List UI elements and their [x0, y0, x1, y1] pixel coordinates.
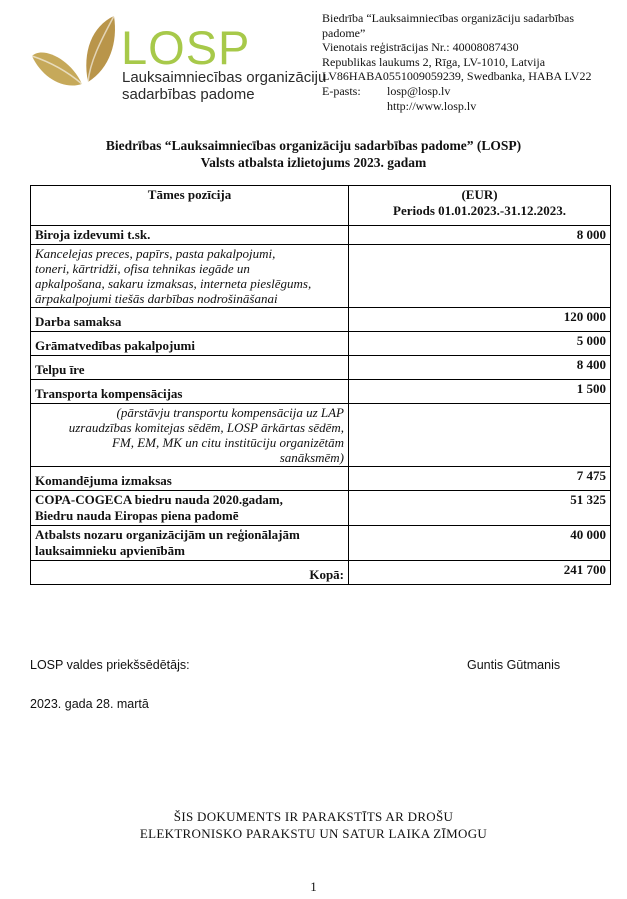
logo-subtitle-line2: sadarbības padome	[122, 86, 255, 103]
website-link[interactable]: http://www.losp.lv	[387, 98, 477, 113]
email-link[interactable]: losp@losp.lv	[387, 83, 451, 98]
logo-wordmark: LOSP	[121, 21, 251, 74]
header-currency: (EUR)	[461, 187, 498, 202]
e-signature-notice-line1: ŠIS DOKUMENTS IR PARAKSTĪTS AR DROŠU	[173, 809, 454, 824]
table-row	[31, 308, 611, 332]
row-amount: 8 000	[349, 226, 611, 245]
row-note: (pārstāvju transportu kompensācija uz LAP uzraudzības komitejas sēdēm, LOSP ārkārtas sēdēm, FM, EM, MK un citu institūciju organizētām sanāksmēm)	[31, 404, 349, 467]
row-amount: 5 000	[349, 332, 611, 356]
page-number: 1	[310, 879, 317, 894]
header-period	[349, 186, 611, 226]
org-name-line1: Biedrība “Lauksaimniecības organizāciju sadarbības	[322, 11, 575, 25]
row-label: Transporta kompensācijas	[31, 380, 349, 404]
e-signature-notice-line2: ELEKTRONISKO PARAKSTU UN SATUR LAIKA ZĪMOGU	[139, 826, 488, 841]
contact-block	[322, 11, 622, 113]
row-note: Kancelejas preces, papīrs, pasta pakalpojumi, toneri, kārtridži, ofisa tehnikas iegāde un apkalpošana, sakaru izmaksas, interneta pieslēgums, ārpakalpojumi tiešās darbības nodrošināšanai	[31, 245, 349, 308]
total-amount: 241 700	[349, 561, 611, 585]
table-row	[31, 226, 611, 245]
email-label: E-pasts:	[322, 83, 361, 98]
row-amount: 1 500	[349, 380, 611, 404]
table-row	[31, 467, 611, 491]
row-label: COPA-COGECA biedru nauda 2020.gadam, Biedru nauda Eiropas piena padomē	[31, 491, 349, 526]
total-row	[31, 561, 611, 585]
row-amount: 7 475	[349, 467, 611, 491]
table-row	[31, 491, 611, 526]
row-label: Grāmatvedības pakalpojumi	[31, 332, 349, 356]
document-title-line1: Biedrības “Lauksaimniecības organizāciju sadarbības padome” (LOSP)	[105, 138, 522, 153]
budget-table	[30, 185, 611, 585]
row-label: Atbalsts nozaru organizācijām un reģionālajām lauksaimnieku apvienībām	[31, 526, 349, 561]
row-amount: 40 000	[349, 526, 611, 561]
losp-logo	[30, 12, 327, 103]
row-amount: 51 325	[349, 491, 611, 526]
address: Republikas laukums 2, Rīga, LV-1010, Latvija	[322, 54, 546, 69]
signer-role: LOSP valdes priekšsēdētājs:	[30, 658, 190, 672]
row-label: Darba samaksa	[31, 308, 349, 332]
document-title-line2: Valsts atbalsta izlietojums 2023. gadam	[200, 155, 427, 170]
table-header-row	[31, 186, 611, 226]
row-amount: 120 000	[349, 308, 611, 332]
row-label: Biroja izdevumi t.sk.	[31, 226, 349, 245]
table-row	[31, 356, 611, 380]
signing-date: 2023. gada 28. martā	[30, 697, 149, 711]
table-row	[31, 526, 611, 561]
logo-subtitle-line1: Lauksaimniecības organizāciju	[122, 69, 327, 86]
table-row-note	[31, 245, 611, 308]
row-label: Komandējuma izmaksas	[31, 467, 349, 491]
org-name-line2: padome”	[322, 25, 366, 40]
signer-name: Guntis Gūtmanis	[467, 658, 561, 672]
email-row	[322, 84, 622, 99]
table-row	[31, 332, 611, 356]
row-amount: 8 400	[349, 356, 611, 380]
bank-account: LV86HABA0551009059239, Swedbanka, HABA LV22	[322, 69, 592, 84]
leaf-logo-icon	[30, 12, 122, 102]
row-label: Telpu īre	[31, 356, 349, 380]
registration-number: Vienotais reģistrācijas Nr.: 40008087430	[322, 40, 519, 55]
header-position: Tāmes pozīcija	[31, 186, 349, 226]
header-period-range: Periods 01.01.2023.-31.12.2023.	[393, 203, 566, 218]
table-row-note	[31, 404, 611, 467]
web-row	[322, 99, 622, 114]
table-row	[31, 380, 611, 404]
total-label: Kopā:	[31, 561, 349, 585]
